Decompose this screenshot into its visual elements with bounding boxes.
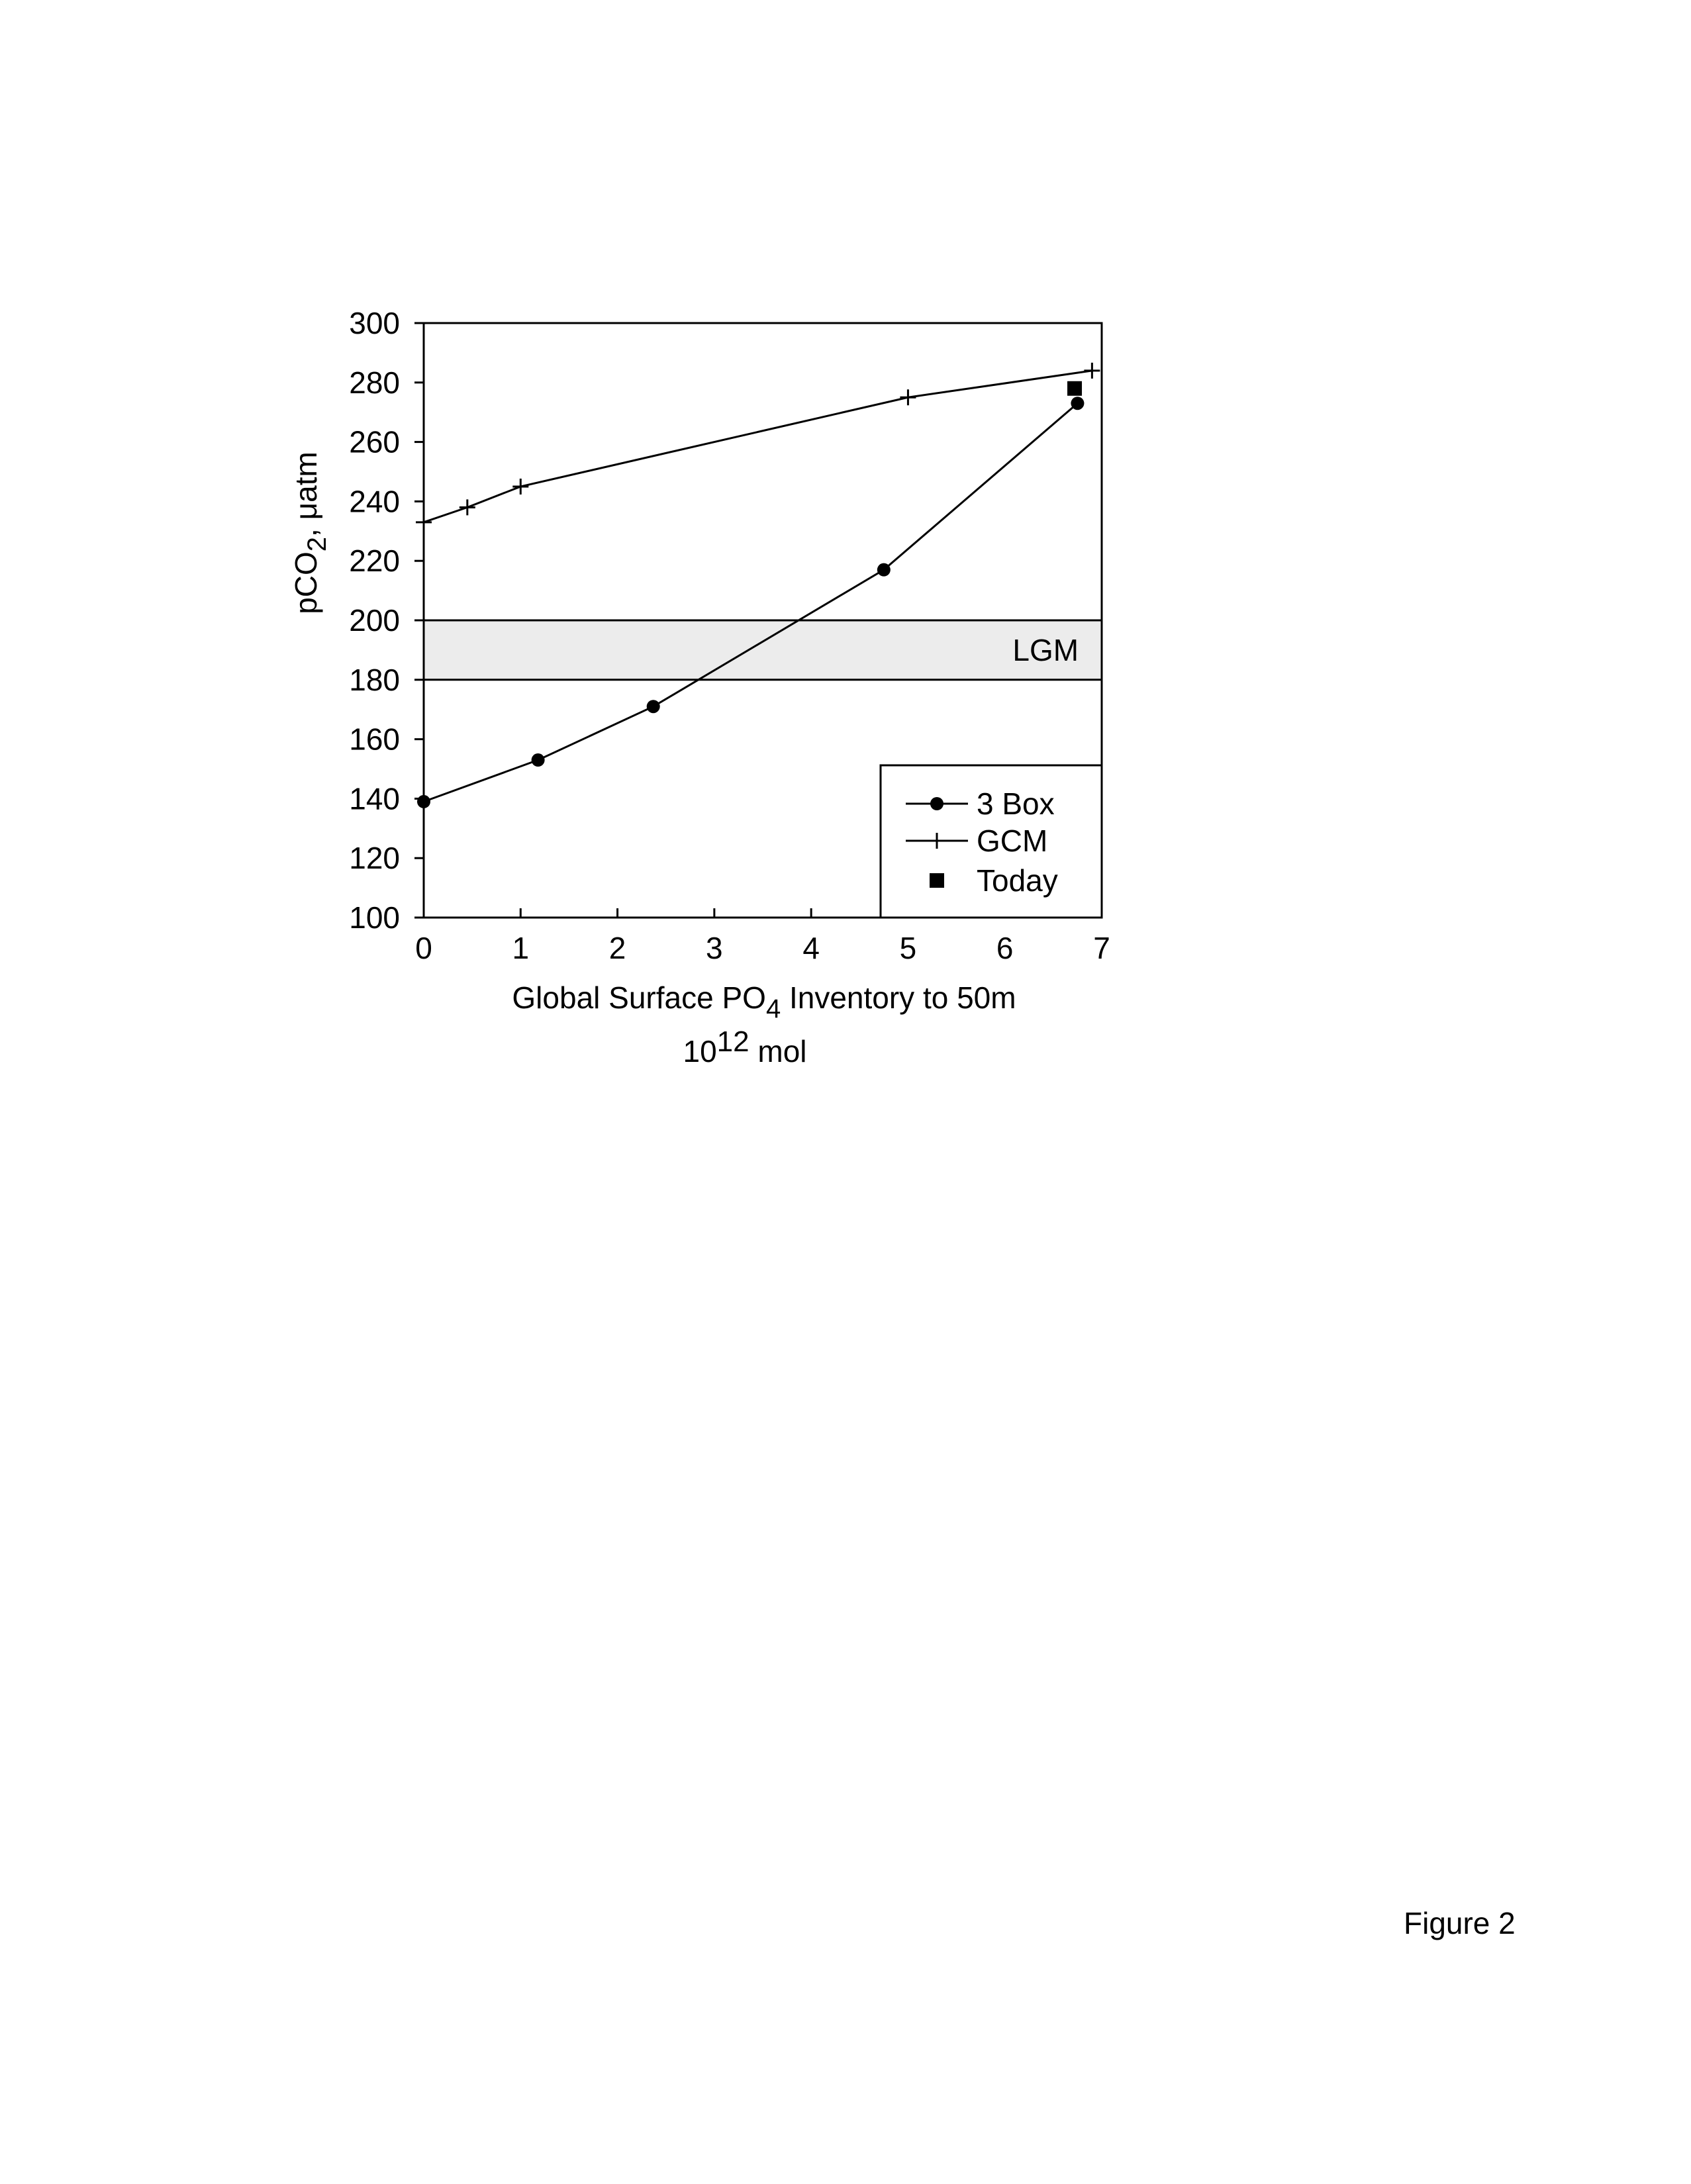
series-line-3-box: [424, 403, 1077, 802]
legend-gcm-label: GCM: [977, 824, 1048, 858]
y-tick-label: 200: [349, 603, 400, 638]
y-tick-label: 140: [349, 781, 400, 816]
x-tick-label: 1: [512, 931, 530, 965]
x-axis-label-sub: 4: [765, 994, 781, 1023]
point-gcm: [459, 499, 475, 515]
x-tick-label: 7: [1093, 931, 1110, 965]
y-axis-label-main: pCO: [289, 551, 323, 614]
y-tick-label: 260: [349, 424, 400, 459]
x-tick-label: 5: [899, 931, 917, 965]
y-tick-label: 120: [349, 841, 400, 876]
y-tick-label: 220: [349, 544, 400, 579]
point-gcm: [512, 479, 528, 495]
point-3box: [647, 700, 660, 713]
series-layer: [416, 363, 1100, 808]
x-axis-label-tail: Inventory to 50m: [781, 980, 1016, 1015]
y-tick-label: 100: [349, 900, 400, 935]
figure-label: Figure 2: [1404, 1906, 1516, 1940]
point-gcm: [900, 389, 916, 405]
x-axis-label: [512, 980, 1016, 1023]
point-gcm: [416, 514, 432, 530]
x-axis-unit-base: 10: [683, 1034, 717, 1068]
lgm-band-label: LGM: [1012, 632, 1079, 667]
y-axis-label-sub: 2: [303, 536, 332, 552]
y-tick-label: 280: [349, 365, 400, 400]
y-tick-label: 160: [349, 722, 400, 757]
x-axis-unit-sup: 12: [716, 1025, 749, 1058]
lgm-band: [424, 620, 1102, 680]
y-tick-label: 180: [349, 662, 400, 697]
point-3box: [877, 563, 891, 577]
y-axis-label-tail: , μatm: [289, 451, 323, 537]
point-3box: [417, 795, 430, 808]
legend-3box-label: 3 Box: [977, 786, 1055, 821]
y-tick-label: 240: [349, 484, 400, 519]
y-tick-label: 300: [349, 306, 400, 340]
point-3box: [532, 753, 545, 767]
x-axis-unit: [683, 1025, 806, 1068]
x-tick-label: 2: [608, 931, 626, 965]
x-axis-unit-tail: mol: [749, 1034, 807, 1068]
x-tick-label: 3: [706, 931, 723, 965]
legend-today-label: Today: [977, 863, 1058, 898]
y-axis-label: [289, 451, 332, 614]
x-tick-label: 4: [802, 931, 820, 965]
series-line-gcm: [424, 371, 1092, 522]
x-tick-label: 0: [415, 931, 432, 965]
legend-today-marker: [930, 873, 944, 888]
lgm-band-layer: [424, 620, 1102, 680]
point-3box: [1071, 397, 1084, 410]
point-today: [1067, 381, 1082, 396]
x-axis-label-main: Global Surface PO: [512, 980, 766, 1015]
legend-layer: [881, 765, 1102, 918]
point-gcm: [1084, 363, 1100, 379]
legend-3box-marker: [930, 797, 943, 810]
x-tick-label: 6: [996, 931, 1014, 965]
